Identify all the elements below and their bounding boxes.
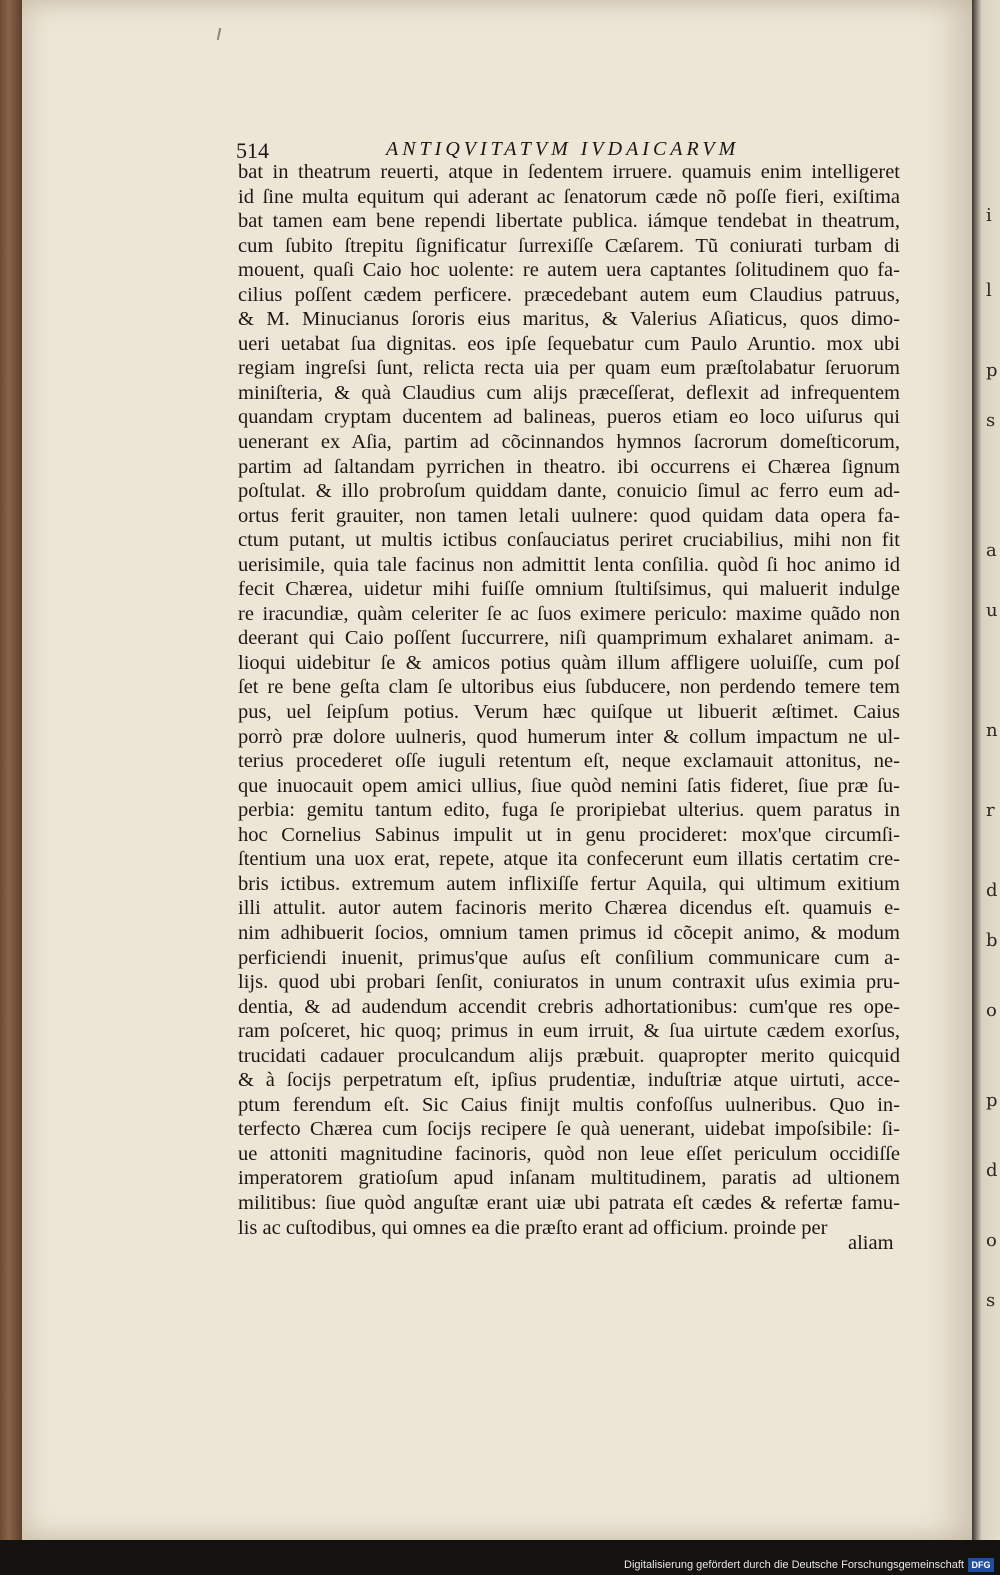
text-line: ctum putant, ut multis ictibus conſauciatus periret cruciabilius, mihi non fit [238, 529, 900, 552]
body-text [238, 160, 900, 1240]
facing-page-fragment: l [986, 280, 992, 301]
facing-page-fragment: s [986, 410, 996, 431]
text-line: uerisimile, quia tale facinus non admittit lenta conſilia. quòd ſi hoc animo id [238, 553, 900, 576]
text-line: trucidati cadauer proculcandum alijs præbuit. quapropter merito quicquid [238, 1044, 900, 1067]
page-number: 514 [236, 138, 269, 163]
text-line: dentia, & ad audendum accendit crebris adhortationibus: cum'que res ope- [238, 995, 900, 1018]
text-line: lijs. quod ubi probari ſenſit, coniuratos in unum contraxit uſus eximia pru- [238, 971, 900, 994]
text-line: fecit Chærea, uidetur mihi fuiſſe omnium ſtultiſsimus, qui maluerit indulge [238, 578, 900, 601]
text-line: que inuocauit opem amici ullius, ſiue quòd nemini ſatis fideret, ſiue præ ſu- [238, 774, 900, 797]
text-line: militibus: ſiue quòd anguſtæ erant uiæ ubi patrata eſt cædes & refertæ famu- [238, 1191, 900, 1214]
text-line: ſtentium una uox erat, repete, atque ita confecerunt eum illatis certatim cre- [238, 848, 900, 871]
text-line: perbia: gemitu tantum edito, fuga ſe proripiebat ulterius. quem paratus in [238, 799, 900, 822]
text-line: illi attulit. autor autem facinoris merito Chærea dicendus eſt. quamuis e- [238, 897, 900, 920]
text-line: miniſteria, & quà Claudius cum alijs præceſſerat, deflexit ad infrequentem [238, 381, 900, 404]
text-line: hoc Cornelius Sabinus impulit ut in genu procideret: mox'que circumſi- [238, 823, 900, 846]
text-line: mouent, quaſi Caio hoc uolente: re autem uera captantes ſolitudinem quo fa- [238, 259, 900, 282]
text-line: imperatorem gratioſum apud inſanam multitudinem, paratis ad ultionem [238, 1167, 900, 1190]
text-line: ſet re bene geſta clam ſe ultoribus eius ſubducere, non perdendo temere tem [238, 676, 900, 699]
text-line: bat tamen eam bene rependi libertate publica. iámque tendebat in theatrum, [238, 210, 900, 233]
text-line: re iracundiæ, quàm celeriter ſe ac ſuos eximere periculo: maxime quãdo non [238, 602, 900, 625]
text-line: ue attoniti magnitudine facinoris, quòd non leue eſſet periculum occidiſſe [238, 1142, 900, 1165]
text-line: terius procederet oſſe iuguli retentum eſt, neque exclamauit attonitus, ne- [238, 750, 900, 773]
facing-page-fragment: r [986, 800, 995, 821]
text-line: perficiendi inuenit, primus'que auſus eſt conſilium communicare cum a- [238, 946, 900, 969]
text-line: bris ictibus. extremum autem inflixiſſe fertur Aquila, qui ultimum exitium [238, 872, 900, 895]
text-line: pus, uel ſeipſum potius. Verum hæc quiſque ut libuerit æſtimet. Caius [238, 701, 900, 724]
facing-page-fragment: o [986, 1230, 997, 1251]
facing-page-fragment: d [986, 880, 998, 901]
facing-page-fragment: s [986, 1290, 996, 1311]
text-line: & M. Minucianus ſororis eius maritus, & Valerius Aſiaticus, quos dimo- [238, 308, 900, 331]
text-line: ptum ferendum eſt. Sic Caius finijt multis confoſſus uulneribus. Quo in- [238, 1093, 900, 1116]
facing-page-fragment: n [986, 720, 998, 741]
catchword: aliam [848, 1232, 894, 1254]
text-line: lis ac cuſtodibus, qui omnes ea die præſto erant ad officium. proinde per [238, 1216, 828, 1239]
text-line: bat in theatrum reuerti, atque in ſedentem irruere. quamuis enim intelligeret [238, 161, 900, 183]
running-title: ANTIQVITATVM IVDAICARVM [386, 138, 740, 160]
text-line: ram poſceret, hic quoq; primus in eum irruit, & ſua uirtute cædem exorſus, [238, 1020, 900, 1043]
footer-credit: Digitalisierung gefördert durch die Deutsche Forschungsgemeinschaft [624, 1559, 964, 1571]
facing-page-edge [972, 0, 1000, 1540]
text-line: lioqui uidebitur ſe & amicos potius quàm illum affligere uoluiſſe, cum poſ [238, 651, 900, 674]
facing-page-fragment: d [986, 1160, 998, 1181]
facing-page-fragment: a [986, 540, 997, 561]
facing-page-fragment: u [986, 600, 998, 621]
facing-page-fragment: p [986, 360, 998, 381]
facing-page-fragment: p [986, 1090, 998, 1111]
text-line: cum ſubito ſtrepitu ſignificatur ſurrexiſſe Cæſarem. Tũ coniurati turbam di [238, 234, 900, 257]
text-line: regiam ingreſsi ſunt, relicta recta uia per quam eum præſtolabatur ſeruorum [238, 357, 900, 380]
text-line: deerant qui Caio poſſent ſuccurrere, niſi quamprimum exhalaret animam. a- [238, 627, 900, 650]
text-line: porrò præ dolore uulneris, quod humerum inter & collum impactum ne ul- [238, 725, 900, 748]
text-line: nim adhibuerit ſocios, omnium tamen primus id cõcepit animo, & modum [238, 921, 900, 944]
facing-page-fragment: i [986, 205, 992, 226]
text-line: ortus ferit grauiter, non tamen letali uulnere: quod quidam data opera fa- [238, 504, 900, 527]
text-line: cilius poſſent cædem perficere. præcedebant autem eum Claudius patruus, [238, 283, 900, 306]
text-line: partim ad ſaltandam pyrrichen in theatro. ibi occurrens ei Chærea ſignum [238, 455, 900, 478]
text-line: quandam cryptam ducentem ad balineas, pueros etiam eo loco uiſurus qui [238, 406, 900, 429]
facing-page-fragment: o [986, 1000, 997, 1021]
text-line: terfecto Chærea cum ſocijs recipere ſe quà uenerant, uidebat impoſsibile: ſi- [238, 1118, 900, 1141]
book-edge-left [0, 0, 22, 1575]
text-line: poſtulat. & illo probroſum quiddam dante, conuicio ſimul ac ferro eum ad- [238, 480, 900, 503]
text-line: id ſine multa equitum qui aderant ac ſenatorum cæde nõ poſſe fieri, exiſtima [238, 185, 900, 208]
text-line: uenerant ex Aſia, partim ad cõcinnandos hymnos ſacrorum domeſticorum, [238, 431, 900, 454]
facing-page-fragment: b [986, 930, 998, 951]
text-line: & à ſocijs perpetratum eſt, ipſius prudentiæ, induſtriæ atque uirtuti, acce- [238, 1069, 900, 1092]
text-line: ueri uetabat ſua dignitas. eos ipſe ſequebatur cum Paulo Aruntio. mox ubi [238, 332, 900, 355]
dfg-logo: DFG [968, 1558, 994, 1572]
